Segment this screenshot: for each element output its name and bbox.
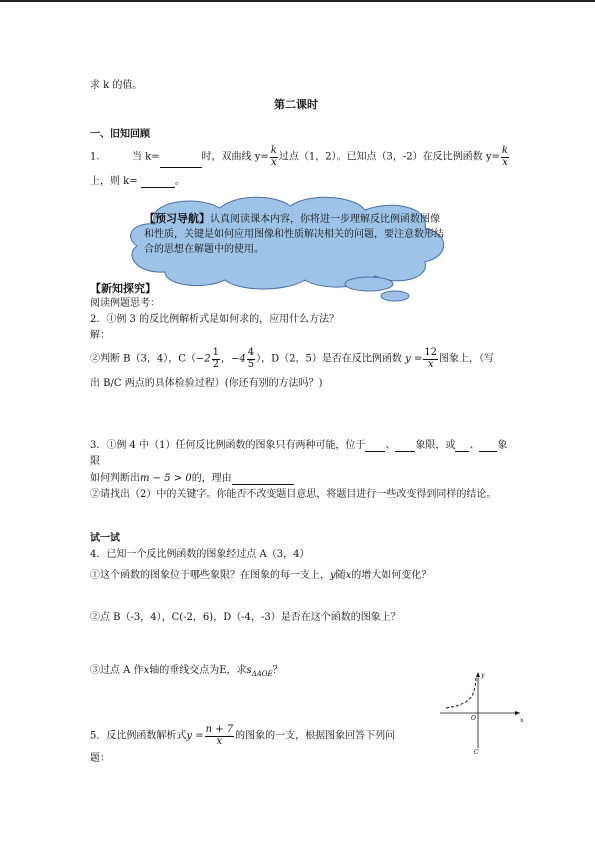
read-example-line: 阅读例题思考： [90, 298, 160, 309]
question-4-2: ②点 B（-3，4），C(-2，6)，D（-4，-3）是否在这个函数的图象上？ [90, 612, 401, 623]
origin-label: O [471, 715, 476, 722]
explore-heading: 【新知探究】 [90, 282, 156, 295]
question-3c: ②请找出（2）中的关键字。你能否不改变题目意思，将题目进行一些改变得到同样的结论。 [90, 489, 497, 500]
question-2a: 2．①例 3 的反比例解析式是如何求的，应用什么方法？ [90, 314, 340, 325]
question-4-1: ①这个函数的图象位于哪些象限？在图象的每一支上，y随x的增大如何变化？ [90, 570, 432, 581]
question-4: 4．已知一个反比例函数的图象经过点 A（3，4） [90, 549, 310, 560]
fraction-k-over-x-2: $\frac{k}{x}$ [501, 145, 508, 168]
question-3b: 如何判断出m − 5 > 0的，理由 [90, 473, 294, 485]
y-axis-arrow-icon [476, 672, 480, 677]
question-2b-line-1: ②判断 B（3，4），C（−2 $\frac{1}{2}$ ，−4 $\frac{4}{5}$ ），D（2，5）是否在反比例函数 y = $\frac{12}{x}$ 图象上，（写 [90, 347, 495, 370]
question-3a-line-1: 3．①例 4 中（1）任何反比例函数的图象只有两种可能，位于 、 象限，或 、 象 [90, 440, 508, 451]
x-axis-label: x [520, 717, 524, 724]
q1-number: 1. [90, 151, 100, 163]
x-axis-arrow-icon [515, 711, 520, 715]
question-2b-line-2: 出 B/C 两点的具体检验过程）(你还有别的方法吗？) [90, 378, 323, 389]
q1-blank-1 [160, 167, 202, 168]
intro-line: 求 k 的值。 [90, 80, 143, 91]
y-axis-label: y [481, 672, 485, 679]
point-c-label: C [474, 749, 479, 756]
question-4-3: ③过点 A 作x轴的垂线交点为E，求$s_{\Delta AOE}$？ [90, 665, 283, 678]
question-1-line-1: 1. 当 k= 时，双曲线 y= $\frac{k}{x}$ 过点（1，2）。已知点（3，-2）在反比例函数 y= $\frac{k}{x}$ [90, 145, 508, 168]
q1-blank-2 [141, 187, 175, 188]
fraction-k-over-x: $\frac{k}{x}$ [270, 145, 277, 168]
question-1-line-2: 上，则 k= 。 [90, 176, 185, 187]
top-rule [0, 0, 595, 2]
fraction-n-plus-7-over-x: $\frac{n + 7}{x}$ [205, 724, 234, 747]
fraction-12-over-x: $\frac{12}{x}$ [424, 347, 438, 370]
hyperbola-branch [446, 676, 476, 708]
fraction-four-fifths: $\frac{4}{5}$ [247, 347, 255, 370]
question-3a-line-2: 限 [90, 456, 100, 467]
review-heading: 一、旧知回顾 [90, 129, 150, 140]
question-2-solve: 解： [90, 330, 110, 341]
question-5-line-2: 题： [90, 753, 110, 764]
try-heading: 试一试 [90, 533, 120, 544]
preview-guide-text: 【预习导航】认真阅读课本内容，你将进一步理解反比例函数图像和性质，关键是如何应用图像和性质解决相关的问题，要注意数形结合的思想在解题中的使用。 [144, 212, 444, 255]
hyperbola-graph [436, 668, 526, 758]
question-5-line-1: 5．反比例函数解析式y = $\frac{n + 7}{x}$ 的图象的一支，根据图象回答下列问 [90, 724, 396, 747]
fraction-one-half: $\frac{1}{2}$ [212, 347, 220, 370]
lesson-title: 第二课时 [274, 98, 318, 111]
